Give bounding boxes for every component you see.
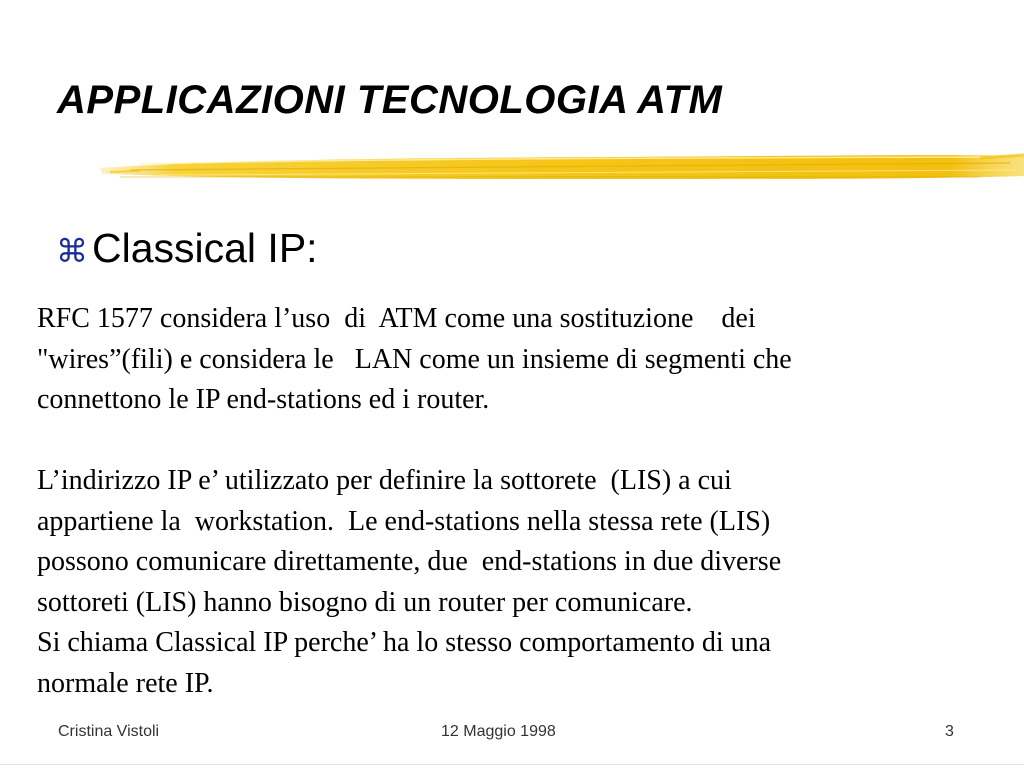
paragraph-line: sottoreti (LIS) hanno bisogno di un router per comunicare.	[37, 586, 693, 618]
paragraph-rfc1577	[37, 299, 997, 421]
paragraph-line: appartiene la workstation. Le end-stations nella stessa rete (LIS)	[37, 505, 771, 537]
paragraph-line: normale rete IP.	[37, 667, 214, 699]
bullet-text: Classical IP:	[92, 225, 318, 271]
bullet-classical-ip	[56, 224, 318, 275]
paragraph-lis	[37, 461, 997, 704]
footer-divider	[0, 764, 1024, 765]
paragraph-line: Si chiama Classical IP perche’ ha lo stesso comportamento di una	[37, 627, 772, 658]
paragraph-line: L’indirizzo IP e’ utilizzato per definire la sottorete (LIS) a cui	[37, 465, 732, 496]
footer-page-number: 3	[945, 723, 954, 740]
brush-stroke-divider	[100, 146, 1024, 188]
footer-date: 12 Maggio 1998	[441, 723, 556, 740]
paragraph-line: possono comunicare direttamente, due end-stations in due diverse	[37, 546, 782, 577]
footer-author: Cristina Vistoli	[58, 723, 160, 740]
paragraph-line: connettono le IP end-stations ed i router.	[37, 384, 490, 415]
paragraph-spacer	[37, 421, 997, 462]
z-bullet-icon: ⌘	[56, 232, 88, 270]
paragraph-line: RFC 1577 considera l’uso di ATM come una sostituzione dei	[37, 303, 756, 334]
slide-body	[37, 299, 997, 704]
paragraph-line: "wires”(fili) e considera le LAN come un insieme di segmenti che	[37, 343, 792, 375]
slide-title: APPLICAZIONI TECNOLOGIA ATM	[57, 78, 723, 122]
